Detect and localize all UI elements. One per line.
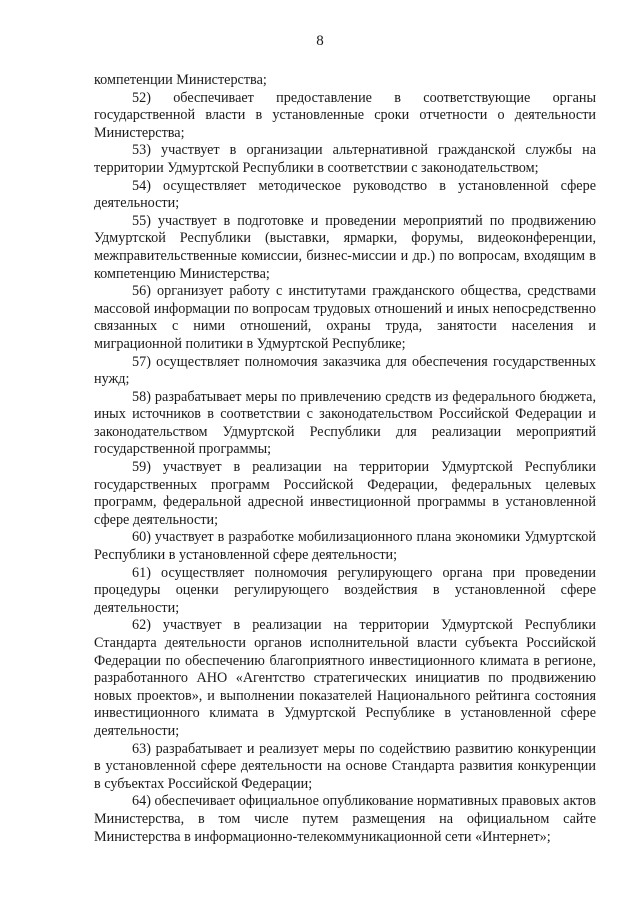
- paragraph-item-58: 58) разрабатывает меры по привлечению средств из федерального бюджета, иных источников в соответствии с законодательством Российской Федерации и законодательством Удмуртской Республики для реализации мероприятий государственной программы;: [94, 388, 596, 458]
- paragraph-item-54: 54) осуществляет методическое руководство в установленной сфере деятельности;: [94, 177, 596, 212]
- paragraph-item-52: 52) обеспечивает предоставление в соответствующие органы государственной власти в установленные сроки отчетности о деятельности Министерства;: [94, 89, 596, 141]
- paragraph-item-62: 62) участвует в реализации на территории Удмуртской Республики Стандарта деятельности органов исполнительной власти субъекта Российской Федерации по обеспечению благоприятного инвестиционного климата в регионе, разработанного АНО «Агентство стратегических инициатив по продвижению новых проектов», и выполнении показателей Национального рейтинга состояния инвестиционного климата в Удмуртской Республике в установленной сфере деятельности;: [94, 617, 596, 739]
- paragraph-item-57: 57) осуществляет полномочия заказчика для обеспечения государственных нужд;: [94, 353, 596, 388]
- paragraph-item-64: 64) обеспечивает официальное опубликование нормативных правовых актов Министерства, в том числе путем размещения на официальном сайте Министерства в информационно-телекоммуникационной сети «Интернет»;: [94, 793, 596, 845]
- paragraph-item-53: 53) участвует в организации альтернативной гражданской службы на территории Удмуртской Республики в соответствии с законодательством;: [94, 142, 596, 176]
- paragraph-item-56: 56) организует работу с институтами гражданского общества, средствами массовой информации по вопросам трудовых отношений и иных непосредственно связанных с ними отношений, охраны труда, занятости населения и миграционной политики в Удмуртской Республике;: [94, 283, 596, 352]
- page-number: 8: [316, 33, 324, 49]
- document-body: [94, 72, 596, 846]
- paragraph-item-55: 55) участвует в подготовке и проведении мероприятий по продвижению Удмуртской Республики (выставки, ярмарки, форумы, видеоконференции, межправительственные комиссии, бизнес-миссии и др.) по вопросам, входящим в компетенцию Министерства;: [94, 212, 596, 282]
- paragraph-item-61: 61) осуществляет полномочия регулирующего органа при проведении процедуры оценки регулирующего воздействия в установленной сфере деятельности;: [94, 564, 596, 616]
- paragraph-continuation: компетенции Министерства;: [94, 72, 267, 88]
- paragraph-item-63: 63) разрабатывает и реализует меры по содействию развитию конкуренции в установленной сфере деятельности на основе Стандарта развития конкуренции в субъектах Российской Федерации;: [94, 740, 596, 792]
- paragraph-item-60: 60) участвует в разработке мобилизационного плана экономики Удмуртской Республики в установленной сфере деятельности;: [94, 529, 596, 564]
- paragraph-item-59: 59) участвует в реализации на территории Удмуртской Республики государственных программ Российской Федерации, федеральных целевых программ, федеральной адресной инвестиционной программы в установленной сфере деятельности;: [94, 459, 596, 528]
